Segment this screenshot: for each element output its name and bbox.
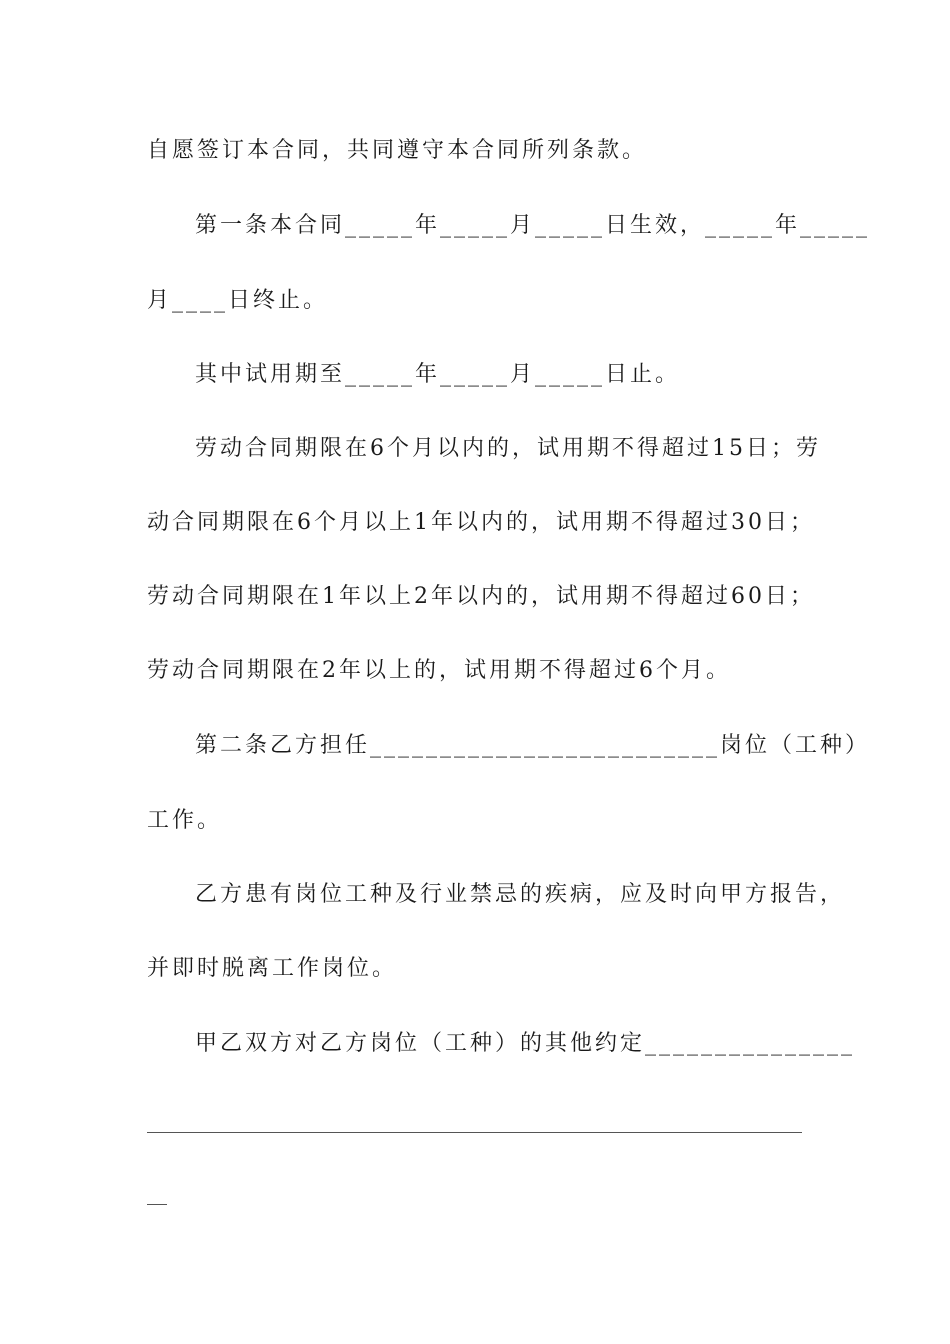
blank-fill-line-short xyxy=(147,1204,167,1205)
article-1-termination-date: 月____日终止。 xyxy=(147,288,329,313)
article-1-effective-date: 第一条本合同_____年_____月_____日生效，_____年_____ xyxy=(195,213,871,238)
probation-rule-line-1: 劳动合同期限在6个月以内的，试用期不得超过15日；劳 xyxy=(195,436,821,461)
article-2-work: 工作。 xyxy=(147,808,223,833)
other-agreement-line: 甲乙双方对乙方岗位（工种）的其他约定_______________ xyxy=(195,1031,856,1056)
article-2-position: 第二条乙方担任_________________________岗位（工种） xyxy=(195,733,871,758)
paragraph-line-1: 自愿签订本合同，共同遵守本合同所列条款。 xyxy=(147,138,648,163)
disease-report-line-2: 并即时脱离工作岗位。 xyxy=(147,956,398,981)
disease-report-line-1: 乙方患有岗位工种及行业禁忌的疾病，应及时向甲方报告， xyxy=(195,882,846,907)
probation-end-date: 其中试用期至_____年_____月_____日止。 xyxy=(195,362,681,387)
blank-fill-line xyxy=(147,1132,802,1133)
probation-rule-line-4: 劳动合同期限在2年以上的，试用期不得超过6个月。 xyxy=(147,658,731,683)
probation-rule-line-3: 劳动合同期限在1年以上2年以内的，试用期不得超过60日； xyxy=(147,584,815,609)
probation-rule-line-2: 动合同期限在6个月以上1年以内的，试用期不得超过30日； xyxy=(147,510,815,535)
